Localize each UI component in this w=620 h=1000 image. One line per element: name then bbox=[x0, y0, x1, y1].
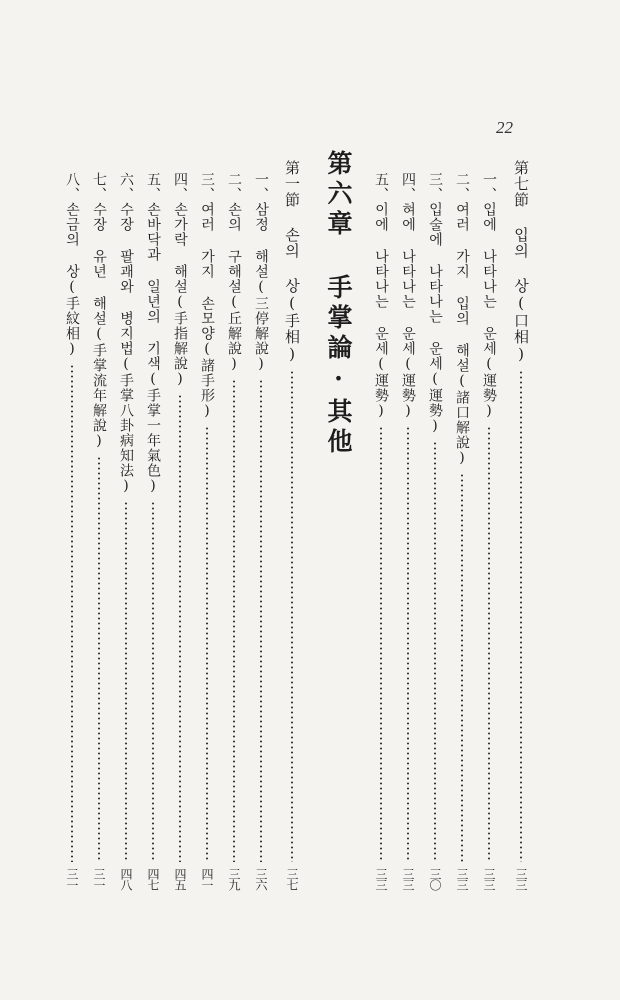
toc-entry-label: 三、여러 가지 손모양(諸手形) bbox=[199, 172, 215, 420]
toc-entry-label: 一、입에 나타나는 운세(運勢) bbox=[481, 172, 497, 420]
leader-dots bbox=[407, 426, 409, 862]
toc-entry-page: 三六 bbox=[254, 868, 268, 890]
leader-dots bbox=[461, 473, 463, 862]
leader-dots bbox=[434, 441, 436, 862]
toc-entry-page: 三三 bbox=[482, 868, 496, 890]
toc-entry-section7[interactable] bbox=[508, 160, 534, 890]
toc-entry-page: 三三 bbox=[401, 868, 415, 890]
toc-entry-s1-8[interactable] bbox=[59, 160, 85, 890]
leader-dots bbox=[260, 379, 262, 862]
toc-entry-s1-5[interactable] bbox=[140, 160, 166, 890]
toc-entry-label: 二、여러 가지 입의 해설(諸口解說) bbox=[454, 172, 470, 467]
toc-entry-s1-6[interactable] bbox=[113, 160, 139, 890]
toc-entry-s7-4[interactable] bbox=[395, 160, 421, 890]
toc-entry-s7-1[interactable] bbox=[476, 160, 502, 890]
toc-entry-s1-7[interactable] bbox=[86, 160, 112, 890]
toc-entry-section1[interactable] bbox=[279, 160, 305, 890]
toc-entry-label: 一、삼정 해설(三停解說) bbox=[253, 172, 269, 373]
toc-entry-label: 七、수장 유년 해설(手掌流年解說) bbox=[91, 172, 107, 450]
leader-dots bbox=[179, 394, 181, 862]
toc-entry-page: 三〇 bbox=[428, 868, 442, 890]
leader-dots bbox=[98, 456, 100, 862]
chapter-title: 第六章 手掌論·其他 bbox=[324, 150, 353, 458]
page-number: 22 bbox=[496, 118, 513, 137]
toc-entry-label: 第一節 손의 상(手相) bbox=[283, 160, 301, 364]
toc-entry-page: 三一 bbox=[65, 868, 79, 890]
toc-entry-label: 三、입술에 나타나는 운세(運勢) bbox=[427, 172, 443, 435]
toc-entry-s1-3[interactable] bbox=[194, 160, 220, 890]
toc-entry-s7-3[interactable] bbox=[422, 160, 448, 890]
toc-entry-label: 五、손바닥과 일년의 기색(手掌一年氣色) bbox=[145, 172, 161, 495]
toc-entry-page: 四八 bbox=[119, 868, 133, 890]
toc-entry-s1-1[interactable] bbox=[248, 160, 274, 890]
leader-dots bbox=[233, 379, 235, 862]
leader-dots bbox=[206, 426, 208, 862]
leader-dots bbox=[380, 426, 382, 862]
toc-entry-label: 五、이에 나타나는 운세(運勢) bbox=[373, 172, 389, 420]
leader-dots bbox=[520, 370, 522, 862]
leader-dots bbox=[291, 370, 293, 862]
toc-entry-page: 三七 bbox=[285, 868, 299, 890]
toc-entry-s1-4[interactable] bbox=[167, 160, 193, 890]
toc-entry-page: 三一 bbox=[92, 868, 106, 890]
toc-entry-page: 四七 bbox=[146, 868, 160, 890]
toc-entry-page: 四一 bbox=[200, 868, 214, 890]
toc-entry-label: 二、손의 구해설(丘解說) bbox=[226, 172, 242, 373]
toc-entry-label: 四、손가락 해설(手指解說) bbox=[172, 172, 188, 388]
leader-dots bbox=[125, 501, 127, 862]
toc-entry-s7-2[interactable] bbox=[449, 160, 475, 890]
leader-dots bbox=[488, 426, 490, 862]
toc-entry-label: 第七節 입의 상(口相) bbox=[512, 160, 530, 364]
toc-entry-label: 八、손금의 상(手紋相) bbox=[64, 172, 80, 358]
toc-entry-s1-2[interactable] bbox=[221, 160, 247, 890]
toc-entry-page: 三三 bbox=[455, 868, 469, 890]
toc-entry-page: 三三 bbox=[514, 868, 528, 890]
toc-entry-label: 六、수장 팔괘와 병지법(手掌八卦病知法) bbox=[118, 172, 134, 495]
toc-entry-s7-5[interactable] bbox=[368, 160, 394, 890]
leader-dots bbox=[71, 364, 73, 862]
leader-dots bbox=[152, 501, 154, 862]
toc-entry-page: 四五 bbox=[173, 868, 187, 890]
toc-entry-label: 四、혀에 나타나는 운세(運勢) bbox=[400, 172, 416, 420]
toc-entry-page: 三九 bbox=[227, 868, 241, 890]
chapter-title-block[interactable] bbox=[318, 150, 358, 458]
toc-entry-page: 三三 bbox=[374, 868, 388, 890]
